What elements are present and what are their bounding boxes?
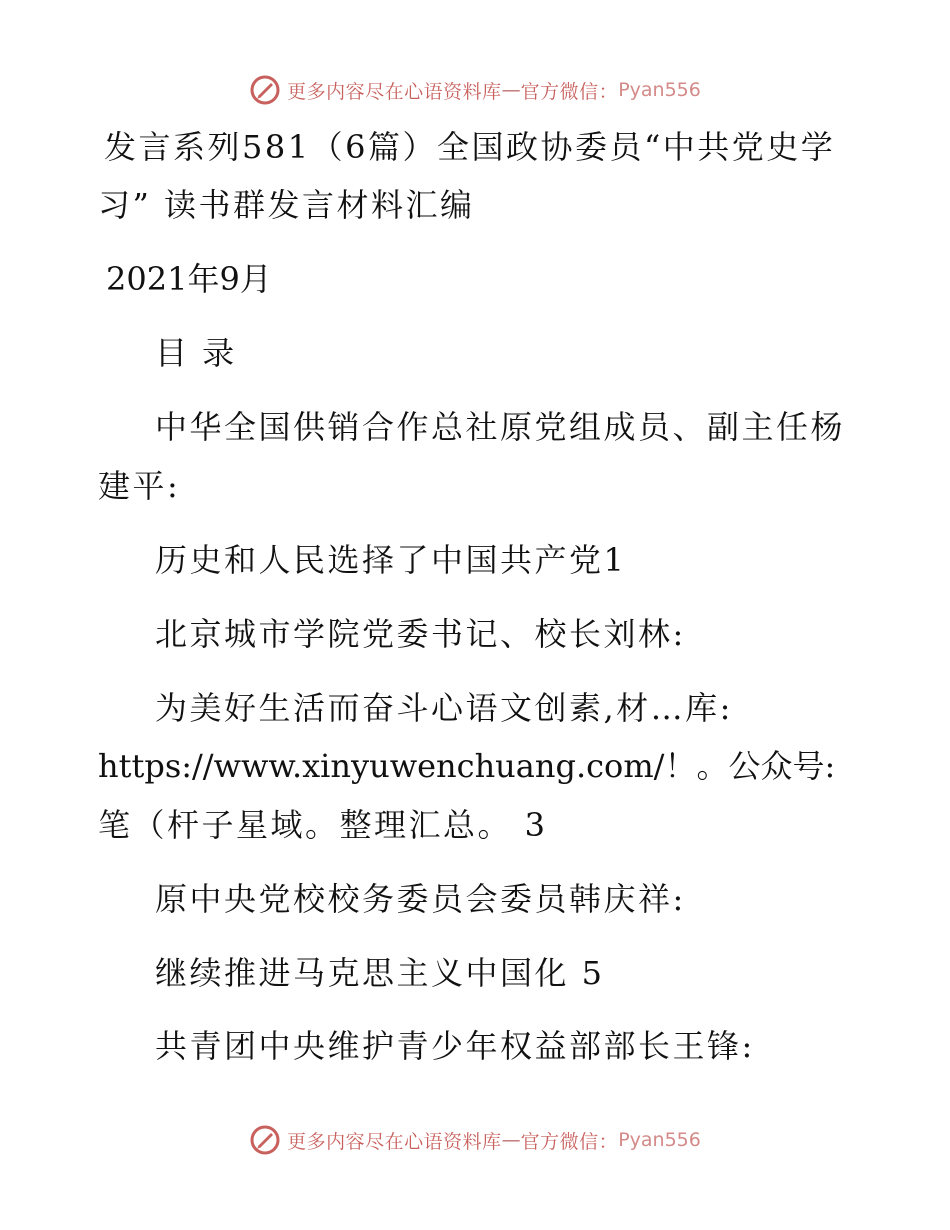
toc-entry: 共青团中央维护青少年权益部部长王锋: — [155, 1027, 755, 1065]
watermark-wechat-id: Pyan556 — [618, 1129, 701, 1151]
watermark-main-text: 更多内容尽在心语资料库 — [287, 80, 502, 103]
watermark-separator: — — [501, 1129, 521, 1151]
toc-entry: 历史和人民选择了中国共产党1 — [155, 541, 627, 579]
document-title-line-1: 发言系列581（6篇）全国政协委员“中共党史学 — [104, 128, 836, 166]
toc-entry: 原中央党校校务委员会委员韩庆祥: — [155, 880, 686, 918]
pen-seal-logo-icon — [249, 1124, 281, 1156]
header-watermark — [0, 70, 950, 110]
watermark-separator: — — [501, 79, 521, 101]
watermark-official-text: 官方微信： — [520, 80, 619, 103]
watermark-main-text: 更多内容尽在心语资料库 — [287, 1130, 502, 1153]
document-date: 2021年9月 — [106, 260, 272, 298]
toc-entry: 中华全国供销合作总社原党组成员、副主任杨 — [155, 408, 846, 446]
toc-entry: 笔（杆子星域。整理汇总。 3 — [98, 806, 548, 844]
toc-entry: 北京城市学院党委书记、校长刘林: — [155, 615, 686, 653]
toc-entry-url: https://www.xinyuwenchuang.com/！。公众号: — [98, 747, 836, 785]
toc-heading: 目 录 — [155, 334, 237, 372]
toc-entry: 继续推进马克思主义中国化 5 — [155, 954, 605, 992]
pen-seal-logo-icon — [249, 74, 281, 106]
document-title-line-2: 习” 读书群发言材料汇编 — [98, 186, 475, 224]
footer-watermark — [0, 1120, 950, 1160]
toc-entry: 建平: — [98, 467, 181, 505]
watermark-official-text: 官方微信： — [520, 1130, 619, 1153]
watermark-wechat-id: Pyan556 — [618, 79, 701, 101]
toc-entry: 为美好生活而奋斗心语文创素,材…库: — [155, 689, 733, 727]
